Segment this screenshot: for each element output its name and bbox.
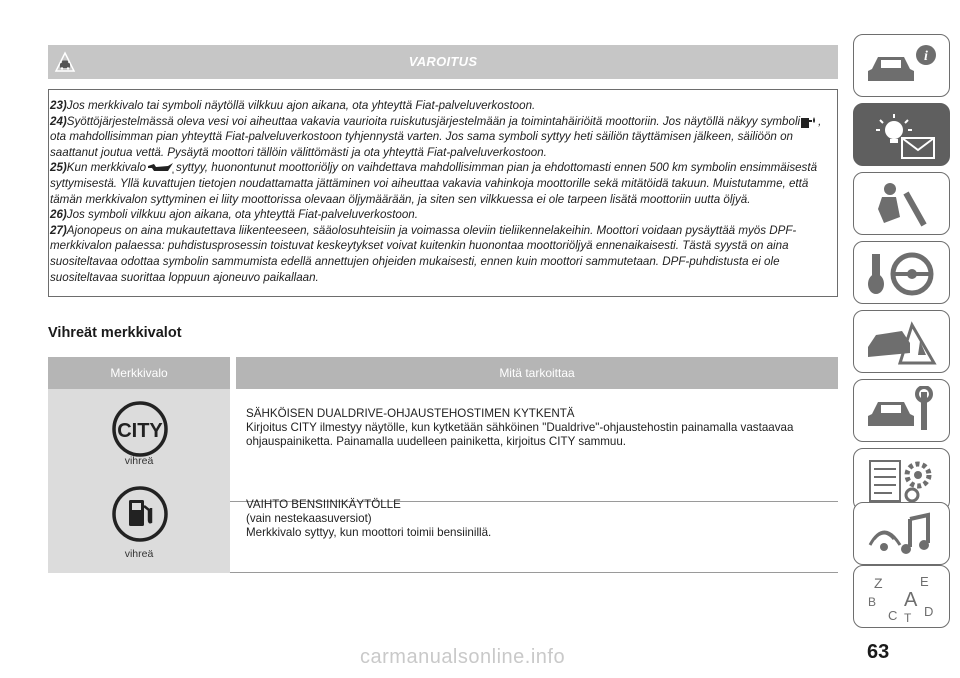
index-letter: A <box>904 589 918 611</box>
tab-airbag-seat[interactable] <box>853 172 950 235</box>
icon-color-label: vihreä <box>124 548 154 560</box>
car-service-icon <box>864 386 940 436</box>
row-text: (vain nestekaasuversiot) <box>246 512 372 526</box>
tab-car-info[interactable] <box>853 34 950 97</box>
section-title: Vihreät merkkivalot <box>48 325 182 341</box>
note-text: , ota mahdollisimman pian yhteyttä Fiat-palveluverkostoon tyhjennystä varten. Jos sama symboli syttyy heti säiliön täyttämisen jälkeen, säiliöön on saattanut joutua vettä. Pysäytä moottori tällöin välittömästi ja ota yhteyttä Fiat-palveluverkostoon. <box>50 114 822 159</box>
row-divider <box>230 572 838 573</box>
index-letter: E <box>920 574 929 589</box>
note-24 <box>50 114 830 161</box>
index-letter: Z <box>874 575 883 591</box>
warning-lights-icon <box>864 110 940 160</box>
city-icon-text: CITY <box>117 420 163 442</box>
row-text: Kirjoitus CITY ilmestyy näytölle, kun kytketään sähköinen "Dualdrive"-ohjaustehostin painamalla vastaavaa ohjauspainiketta. Painamalla uudelleen painiketta, kirjoitus CITY sammuu. <box>246 421 794 449</box>
water-in-fuel-icon <box>800 115 818 129</box>
warning-header <box>48 45 838 79</box>
tab-warning-lights[interactable] <box>853 103 950 166</box>
row-text: Merkkivalo syttyy, kun moottori toimii bensiinillä. <box>246 526 492 540</box>
table-row-icon-cell <box>48 502 230 573</box>
car-info-icon <box>864 41 940 91</box>
note-number: 23) <box>50 99 67 112</box>
header-label: Mitä tarkoittaa <box>499 366 575 380</box>
emergency-icon <box>864 317 940 367</box>
page-number: 63 <box>867 641 890 663</box>
note-25 <box>50 160 830 207</box>
tab-key-steering[interactable] <box>853 241 950 304</box>
row-title: SÄHKÖISEN DUALDRIVE-OHJAUSTEHOSTIMEN KYTKENTÄ <box>246 407 575 420</box>
tab-alphabetical-index[interactable] <box>853 565 950 628</box>
oil-degradation-icon <box>146 161 176 175</box>
warning-notes <box>50 98 830 285</box>
airbag-seat-icon <box>864 179 940 229</box>
multimedia-icon <box>864 509 940 559</box>
note-text: Ajonopeus on aina mukautettava liikenteeseen, sääolosuhteisiin ja voimassa oleviin tieliikennelakeihin. Moottori voidaan pysäyttää myös DPF-merkkivalon palaessa: puhdistusprosessin toistuvat keskeytykset voivat kuitenkin huonontaa moottoriöljyä ennenaikaisesti. Tästä syystä on aina suositeltavaa odottaa symbolin sammumista edellä annettujen ohjeiden mukaisesti, ennen kuin moottori sammutetaan. DPF-puhdistusta ei ole suositeltavaa suorittaa loppuun ajoneuvo paikallaan. <box>50 223 797 284</box>
city-icon <box>110 399 170 459</box>
warning-title: VAROITUS <box>408 54 478 69</box>
note-text: Kun merkkivalo <box>66 161 147 175</box>
note-text: syttyy, huonontunut moottoriöljy on vaihdettava mahdollisimman pian ja ehdottomasti ennen 500 km symbolin ensimmäisestä syttymisestä. Yllä kuvattujen tietojen noudattamatta jättäminen voi aiheuttaa vakavia vahinkoja moottorille sekä mitätöidä takuun. Muistutamme, että tämän merkkivalon syttyminen ei liity moottorissa olevaan öljymäärään, ja siten sen vilkkuessa ei ole tarpeen lisätä moottoriin uutta öljyä. <box>50 161 818 206</box>
tab-multimedia[interactable] <box>853 502 950 565</box>
icon-color-label: vihreä <box>124 455 154 467</box>
note-text: Jos merkkivalo tai symboli näytöllä vilkkuu ajon aikana, ota yhteyttä Fiat-palveluverkostoon. <box>66 99 536 112</box>
specs-gear-icon <box>864 455 940 505</box>
table-row-description <box>246 498 836 541</box>
index-letter: C <box>888 608 898 622</box>
alphabetical-index-icon <box>864 572 940 622</box>
table-row-description <box>246 407 836 450</box>
index-letter: D <box>924 604 934 619</box>
row-title: VAIHTO BENSIINIKÄYTÖLLE <box>246 498 401 511</box>
header-label: Merkkivalo <box>110 366 168 380</box>
note-number: 26) <box>50 208 67 222</box>
note-26 <box>50 207 830 223</box>
table-header-indicator <box>48 357 230 389</box>
note-text: Syöttöjärjestelmässä oleva vesi voi aiheuttaa vakavia vaurioita ruiskutusjärjestelmään ja toimintahäiriöitä moottoriin. Jos näytöllä näkyy symboli <box>66 114 801 128</box>
fuel-pump-icon <box>110 484 170 544</box>
note-27 <box>50 223 830 285</box>
note-number: 27) <box>50 223 67 237</box>
watermark: carmanualsonline.info <box>360 646 566 668</box>
svg-text:i: i <box>924 49 928 64</box>
note-23 <box>50 98 830 114</box>
index-letter: T <box>904 611 912 622</box>
tab-car-service[interactable] <box>853 379 950 442</box>
note-text: Jos symboli vilkkuu ajon aikana, ota yhteyttä Fiat-palveluverkostoon. <box>66 208 418 222</box>
tab-emergency[interactable] <box>853 310 950 373</box>
table-header-meaning <box>230 357 838 389</box>
index-letter: B <box>868 595 877 609</box>
note-number: 25) <box>50 161 67 175</box>
note-number: 24) <box>50 114 67 128</box>
key-steering-icon <box>864 248 940 298</box>
